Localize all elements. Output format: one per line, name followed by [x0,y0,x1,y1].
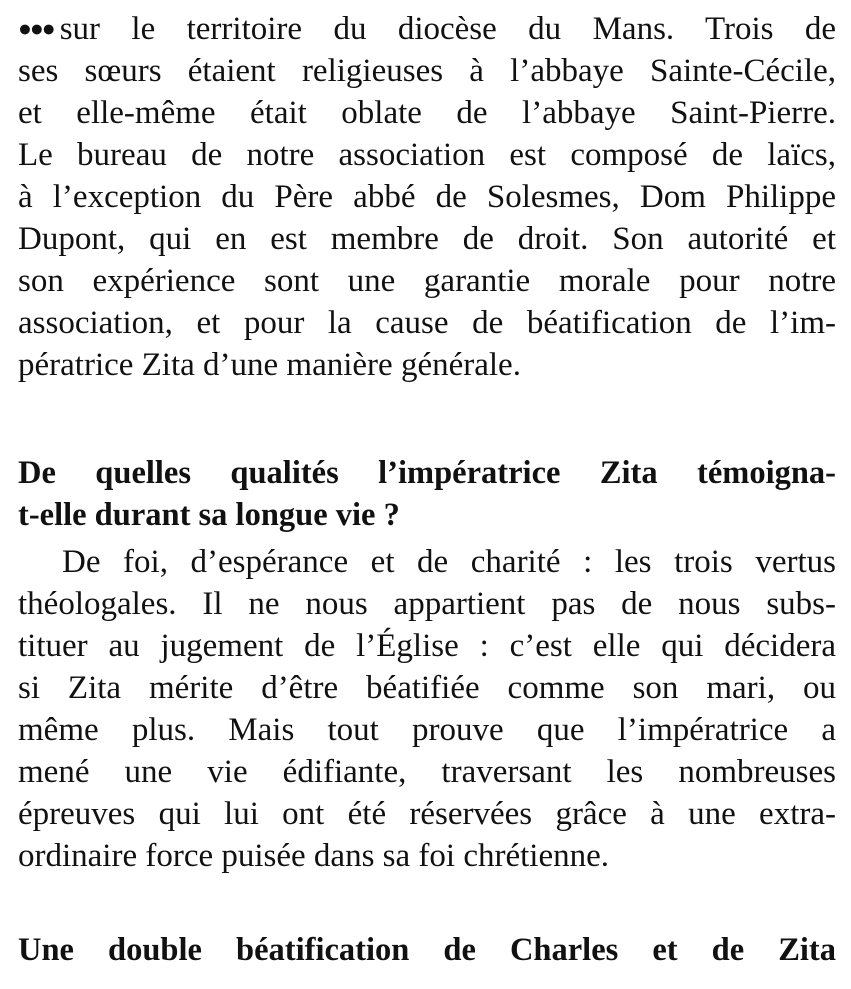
text-line: ordinaire force puisée dans sa foi chrétienne. [18,838,609,874]
text-line: et elle-même était oblate de l’abbaye Saint-Pierre. [18,95,836,131]
text-line: théologales. Il ne nous appartient pas de nous subs- [18,586,836,622]
answer-paragraph [18,541,836,877]
text-line-content: sur le territoire du diocèse du Mans. Trois de [59,11,836,47]
heading-line: De quelles qualités l’impératrice Zita témoigna- [18,455,836,491]
section-heading [18,929,836,971]
text-line [18,8,836,50]
heading-line: t-elle durant sa longue vie ? [18,497,400,533]
text-line: Le bureau de notre association est composé de laïcs, [18,137,836,173]
text-line: tituer au jugement de l’Église : c’est elle qui décidera [18,628,836,664]
text-line: Dupont, qui en est membre de droit. Son autorité et [18,221,836,257]
text-line: même plus. Mais tout prouve que l’impératrice a [18,712,836,748]
text-line: son expérience sont une garantie morale pour notre [18,263,836,299]
text-line: ses sœurs étaient religieuses à l’abbaye Sainte-Cécile, [18,53,836,89]
text-line: mené une vie édifiante, traversant les nombreuses [18,754,836,790]
text-line: si Zita mérite d’être béatifiée comme son mari, ou [18,670,836,706]
question-heading [18,452,836,536]
continuation-bullets: ●●● [18,16,54,41]
text-line: De foi, d’espérance et de charité : les trois vertus [62,544,836,580]
heading-line: Une double béatification de Charles et de Zita [18,932,836,968]
text-line: à l’exception du Père abbé de Solesmes, Dom Philippe [18,179,836,215]
text-line: épreuves qui lui ont été réservées grâce à une extra- [18,796,836,832]
text-line: association, et pour la cause de béatification de l’im- [18,305,836,341]
paragraph-intro [18,8,836,386]
text-line: pératrice Zita d’une manière générale. [18,347,521,383]
